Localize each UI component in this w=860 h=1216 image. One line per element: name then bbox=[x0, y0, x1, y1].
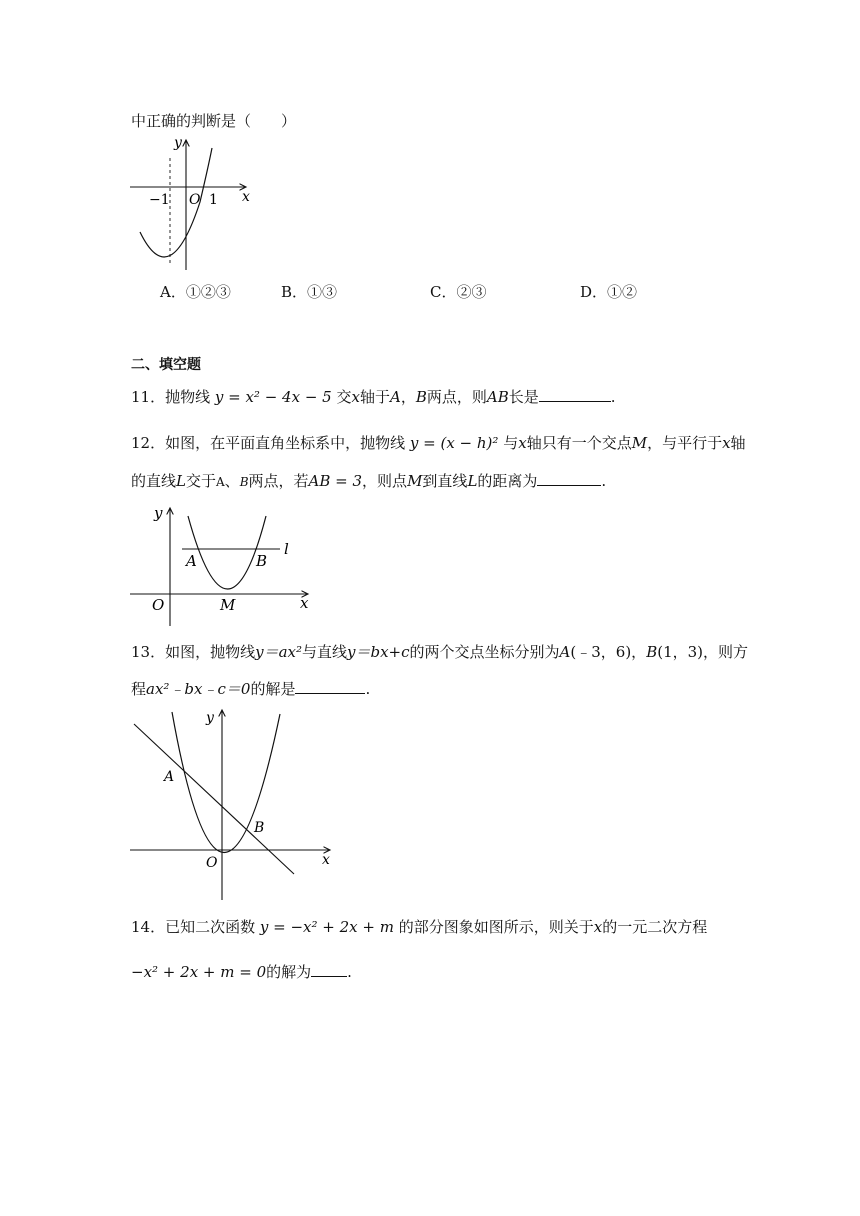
q10-origin-label: O bbox=[189, 192, 201, 208]
q13-line bbox=[134, 724, 294, 874]
q13-x-label: x bbox=[322, 852, 330, 868]
q13-line1: 13．如图，抛物线y＝ax²与直线y＝bx+c的两个交点坐标分别为A(﹣3，6)，B(1，3)，则方 bbox=[131, 643, 749, 661]
q13-point-a: A bbox=[164, 769, 175, 785]
q10-option-c[interactable]: C．②③ bbox=[430, 283, 487, 301]
q12-line2: 的直线L交于A、B两点，若AB = 3，则点M到直线L的距离为 . bbox=[131, 472, 607, 490]
q10-x-label: x bbox=[242, 189, 250, 205]
q14-line2: −x² + 2x + m = 0的解为 . bbox=[131, 963, 352, 981]
q14-answer-blank[interactable] bbox=[311, 962, 347, 977]
q14-formula: y = −x² + 2x + m bbox=[259, 918, 394, 936]
q10-tick-1: 1 bbox=[209, 192, 218, 208]
q13-answer-blank[interactable] bbox=[295, 679, 365, 694]
q10-tick-neg1: −1 bbox=[149, 192, 170, 208]
q12-answer-blank[interactable] bbox=[537, 471, 601, 486]
q12-formula: y = (x − h)² bbox=[409, 434, 499, 452]
q12-point-a: A bbox=[186, 552, 197, 570]
q12-figure bbox=[128, 502, 318, 628]
q13-point-b: B bbox=[254, 820, 265, 836]
q14-line1: 14．已知二次函数 y = −x² + 2x + m 的部分图象如图所示，则关于x的一元二次方程 bbox=[131, 918, 708, 936]
q12-point-m: M bbox=[220, 596, 236, 614]
q10-option-d[interactable]: D．①② bbox=[580, 283, 638, 301]
q12-x-label: x bbox=[300, 594, 309, 612]
q10-figure bbox=[126, 134, 256, 272]
q13-origin-label: O bbox=[206, 855, 218, 871]
q12-parabola bbox=[188, 516, 266, 589]
q14-formula2: −x² + 2x + m = 0 bbox=[131, 963, 267, 981]
q13-line2: 程ax²﹣bx﹣c＝0的解是 . bbox=[131, 680, 371, 698]
q12-y-label: y bbox=[154, 504, 163, 522]
q12-line1: 12．如图，在平面直角坐标系中，抛物线 y = (x − h)² 与x轴只有一个交点M，与平行于x轴 bbox=[131, 434, 746, 452]
section-title: 二、填空题 bbox=[131, 357, 201, 373]
q11: 11．抛物线 y = x² − 4x − 5 交x轴于A，B两点，则AB长是 . bbox=[131, 388, 616, 406]
q10-y-label: y bbox=[174, 135, 182, 151]
q11-formula: y = x² − 4x − 5 bbox=[214, 388, 332, 406]
q13-y-label: y bbox=[206, 710, 214, 726]
q13-figure bbox=[128, 704, 338, 902]
q10-tail: 中正确的判断是（ ） bbox=[131, 112, 297, 130]
q10-option-a[interactable]: A．①②③ bbox=[160, 283, 231, 301]
q12-origin-label: O bbox=[152, 596, 165, 614]
q12-point-b: B bbox=[256, 552, 268, 570]
q12-label-l: l bbox=[284, 540, 289, 558]
q10-option-b[interactable]: B．①③ bbox=[281, 283, 338, 301]
q11-answer-blank[interactable] bbox=[539, 387, 611, 402]
